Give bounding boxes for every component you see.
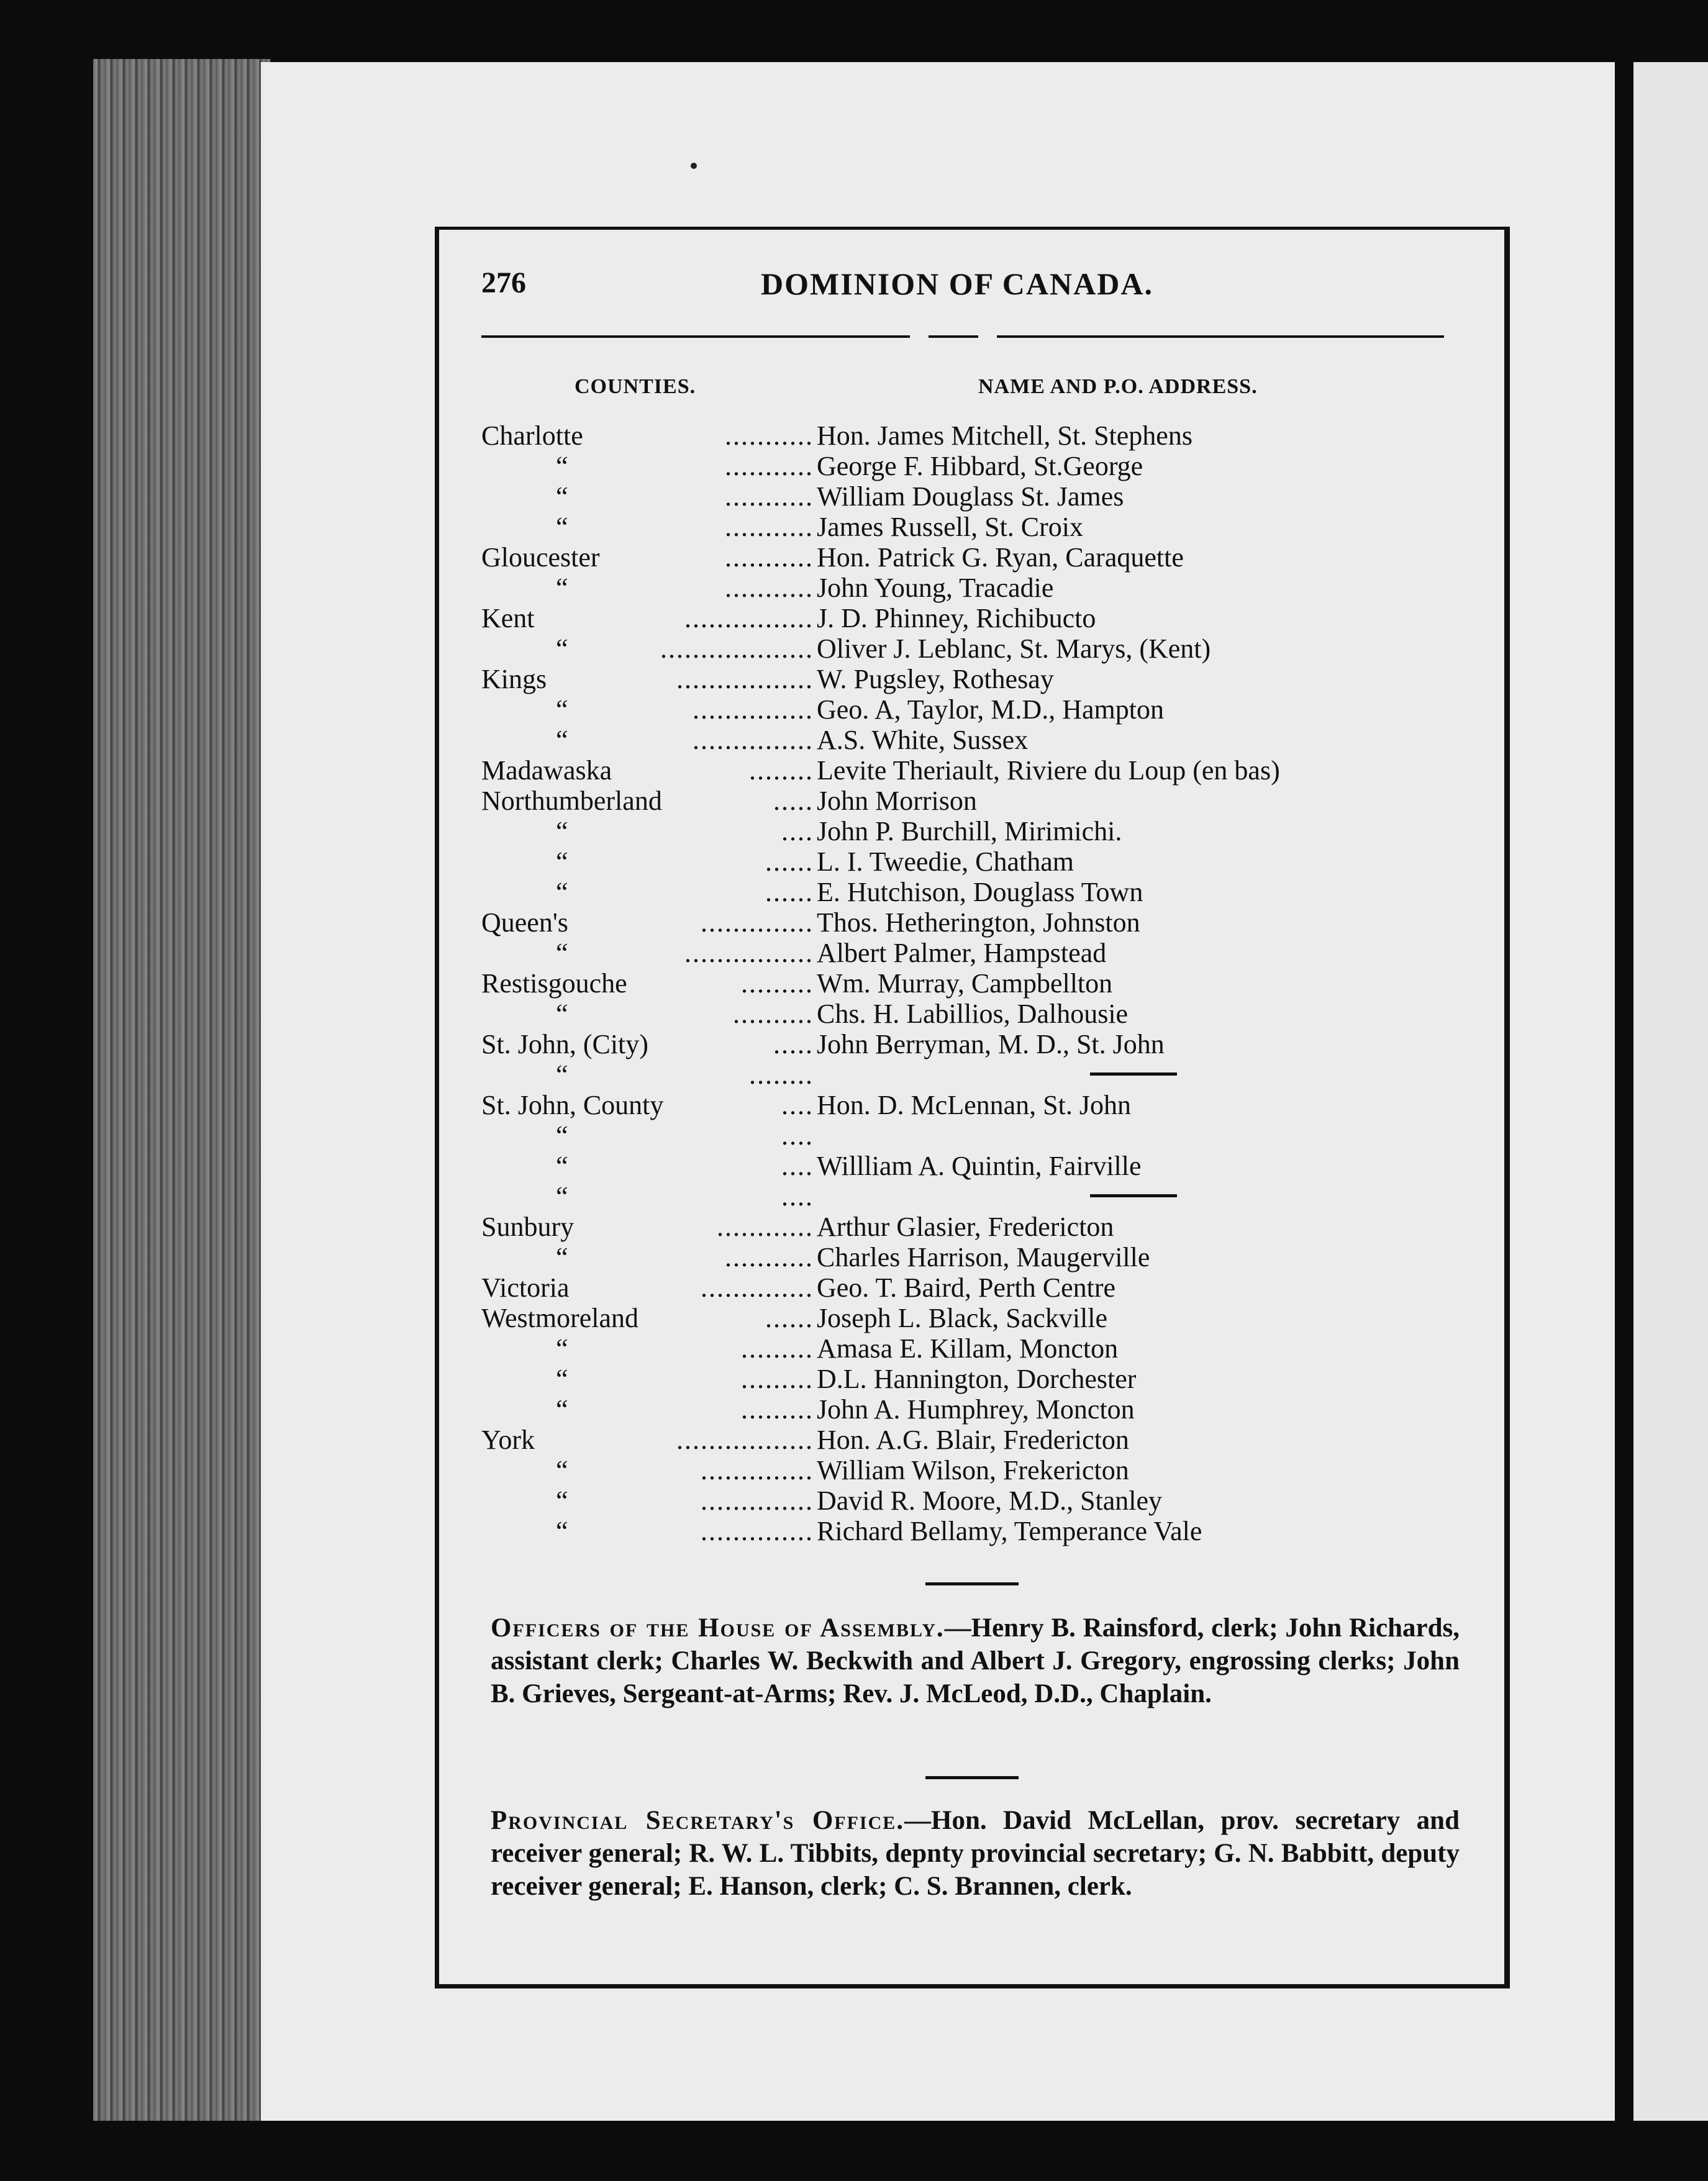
list-item xyxy=(481,937,1450,968)
member-name-address: Hon. A.G. Blair, Fredericton xyxy=(817,1425,1129,1455)
leader-dots: ........... xyxy=(725,542,814,573)
list-item xyxy=(481,1181,1450,1211)
leader-dots: ............... xyxy=(693,694,814,725)
list-item xyxy=(481,481,1450,511)
member-name-address: Amasa E. Killam, Moncton xyxy=(817,1333,1119,1364)
leader-dots: .............. xyxy=(701,907,814,938)
county-name: “ xyxy=(556,694,568,725)
list-item xyxy=(481,1120,1450,1150)
running-header xyxy=(481,266,1444,315)
leader-dots: .............. xyxy=(701,1485,814,1516)
ink-spot xyxy=(691,163,697,169)
county-name: “ xyxy=(556,725,568,755)
list-item xyxy=(481,785,1450,815)
leader-dots: ........... xyxy=(725,451,814,481)
leader-dots: .......... xyxy=(733,999,814,1029)
member-name-address: Oliver J. Leblanc, St. Marys, (Kent) xyxy=(817,633,1211,664)
county-name: “ xyxy=(556,1242,568,1272)
leader-dots: ................. xyxy=(676,1425,814,1455)
member-name-address: W. Pugsley, Rothesay xyxy=(817,664,1054,694)
officers-paragraph xyxy=(491,1612,1460,1710)
list-item xyxy=(481,1241,1450,1272)
member-name-address: J. D. Phinney, Richibucto xyxy=(817,603,1096,633)
vacant-seat-line xyxy=(1090,1072,1177,1076)
member-name-address: D.L. Hannington, Dorchester xyxy=(817,1364,1137,1394)
list-item xyxy=(481,1515,1450,1546)
county-name: “ xyxy=(556,816,568,846)
name-address-heading: NAME AND P.O. ADDRESS. xyxy=(978,375,1258,398)
member-name-address: Joseph L. Black, Sackville xyxy=(817,1303,1108,1333)
member-name-address: George F. Hibbard, St.George xyxy=(817,451,1143,481)
county-name: “ xyxy=(556,1516,568,1546)
member-name-address: L. I. Tweedie, Chatham xyxy=(817,846,1074,877)
leader-dots: .... xyxy=(781,1181,814,1212)
vacant-seat-line xyxy=(1090,1194,1177,1197)
leader-dots: .............. xyxy=(701,1455,814,1485)
county-name: York xyxy=(481,1425,535,1455)
leader-dots: ......... xyxy=(741,1364,814,1394)
leader-dots: ........ xyxy=(749,1059,814,1090)
leader-dots: .... xyxy=(781,816,814,846)
book-page-edges xyxy=(93,59,270,2121)
county-name: Queen's xyxy=(481,907,568,938)
member-name-address: Geo. A, Taylor, M.D., Hampton xyxy=(817,694,1164,725)
county-name: “ xyxy=(556,1059,568,1090)
leader-dots: ........... xyxy=(725,420,814,451)
list-item xyxy=(481,1089,1450,1120)
member-name-address: William Wilson, Frekericton xyxy=(817,1455,1129,1485)
county-name: “ xyxy=(556,999,568,1029)
list-item xyxy=(481,511,1450,542)
county-name: Restisgouche xyxy=(481,968,627,999)
list-item xyxy=(481,1454,1450,1485)
county-name: Madawaska xyxy=(481,755,612,786)
secretary-body: —Hon. David McLellan, prov. secretary and receiver general; R. W. L. Tibbits, depnty provincial secretary; G. N. Babbitt, deputy receiver general; E. Hanson, clerk; C. S. Brannen, clerk. xyxy=(491,1806,1460,1901)
list-item xyxy=(481,1363,1450,1394)
member-name-address: Willliam A. Quintin, Fairville xyxy=(817,1151,1142,1181)
county-name: “ xyxy=(556,1151,568,1181)
member-name-address: David R. Moore, M.D., Stanley xyxy=(817,1485,1163,1516)
list-item xyxy=(481,907,1450,937)
leader-dots: ...... xyxy=(765,846,814,877)
member-name-address: Charles Harrison, Maugerville xyxy=(817,1242,1150,1272)
county-name: “ xyxy=(556,1333,568,1364)
member-name-address: John Young, Tracadie xyxy=(817,573,1054,603)
county-name: “ xyxy=(556,633,568,664)
member-name-address: E. Hutchison, Douglass Town xyxy=(817,877,1143,907)
column-headings xyxy=(481,375,1444,406)
list-item xyxy=(481,1424,1450,1454)
list-item xyxy=(481,572,1450,602)
county-name: “ xyxy=(556,846,568,877)
leader-dots: ........... xyxy=(725,512,814,542)
leader-dots: ................... xyxy=(660,633,814,664)
leader-dots: ...... xyxy=(765,877,814,907)
list-item xyxy=(481,1272,1450,1302)
leader-dots: .............. xyxy=(701,1516,814,1546)
leader-dots: .............. xyxy=(701,1272,814,1303)
leader-dots: ......... xyxy=(741,1394,814,1425)
leader-dots: .... xyxy=(781,1151,814,1181)
county-name: “ xyxy=(556,1120,568,1151)
list-item xyxy=(481,1394,1450,1424)
leader-dots: ................ xyxy=(684,938,814,968)
member-name-address: Hon. D. McLennan, St. John xyxy=(817,1090,1131,1120)
list-item xyxy=(481,1333,1450,1363)
member-name-address: John Berryman, M. D., St. John xyxy=(817,1029,1165,1059)
leader-dots: ..... xyxy=(773,786,814,816)
member-name-address: Geo. T. Baird, Perth Centre xyxy=(817,1272,1116,1303)
leader-dots: ................. xyxy=(676,664,814,694)
section-divider-2 xyxy=(925,1776,1019,1779)
list-item xyxy=(481,1028,1450,1059)
list-item xyxy=(481,1302,1450,1333)
county-name: Westmoreland xyxy=(481,1303,639,1333)
list-item xyxy=(481,1150,1450,1181)
county-name: St. John, County xyxy=(481,1090,664,1120)
list-item xyxy=(481,542,1450,572)
leader-dots: ........ xyxy=(749,755,814,786)
county-name: “ xyxy=(556,1181,568,1212)
leader-dots: ......... xyxy=(741,968,814,999)
member-name-address: Thos. Hetherington, Johnston xyxy=(817,907,1140,938)
list-item xyxy=(481,815,1450,846)
county-name: Sunbury xyxy=(481,1212,575,1242)
county-name: “ xyxy=(556,481,568,512)
county-name: Kent xyxy=(481,603,535,633)
list-item xyxy=(481,450,1450,481)
member-name-address: John Morrison xyxy=(817,786,977,816)
member-name-address: Chs. H. Labillios, Dalhousie xyxy=(817,999,1129,1029)
list-item xyxy=(481,420,1450,450)
member-name-address: John A. Humphrey, Moncton xyxy=(817,1394,1135,1425)
officers-lead: Officers of the House of Assembly. xyxy=(491,1613,945,1643)
member-name-address: William Douglass St. James xyxy=(817,481,1124,512)
list-item xyxy=(481,602,1450,633)
leader-dots: ............ xyxy=(717,1212,814,1242)
header-rule-left xyxy=(481,335,910,338)
header-rule-middle xyxy=(929,335,978,338)
leader-dots: ........... xyxy=(725,1242,814,1272)
leader-dots: .... xyxy=(781,1090,814,1120)
member-name-address: Levite Theriault, Riviere du Loup (en bas) xyxy=(817,755,1280,786)
list-item xyxy=(481,633,1450,663)
county-name: “ xyxy=(556,451,568,481)
county-name: Gloucester xyxy=(481,542,600,573)
list-item xyxy=(481,1059,1450,1089)
header-rule-right xyxy=(997,335,1444,338)
leader-dots: ........... xyxy=(725,573,814,603)
list-item xyxy=(481,876,1450,907)
list-item xyxy=(481,1485,1450,1515)
member-name-address: Hon. James Mitchell, St. Stephens xyxy=(817,420,1192,451)
county-name: “ xyxy=(556,1394,568,1425)
list-item xyxy=(481,846,1450,876)
list-item xyxy=(481,998,1450,1028)
secretary-lead: Provincial Secretary's Office. xyxy=(491,1806,905,1835)
member-name-address: Hon. Patrick G. Ryan, Caraquette xyxy=(817,542,1184,573)
leader-dots: ...... xyxy=(765,1303,814,1333)
list-item xyxy=(481,968,1450,998)
list-item xyxy=(481,663,1450,694)
member-name-address: Richard Bellamy, Temperance Vale xyxy=(817,1516,1202,1546)
member-name-address: James Russell, St. Croix xyxy=(817,512,1084,542)
leader-dots: ................ xyxy=(684,603,814,633)
leader-dots: ......... xyxy=(741,1333,814,1364)
counties-heading: COUNTIES. xyxy=(575,375,696,398)
page-number: 276 xyxy=(481,266,526,299)
leader-dots: .... xyxy=(781,1120,814,1151)
officers-body: —Henry B. Rainsford, clerk; John Richards, assistant clerk; Charles W. Beckwith and Albert J. Gregory, engrossing clerks; John B. Grieves, Sergeant-at-Arms; Rev. J. McLeod, D.D., Chaplain. xyxy=(491,1613,1460,1708)
list-item xyxy=(481,1211,1450,1241)
county-name: “ xyxy=(556,1364,568,1394)
facing-page-edge xyxy=(1633,62,1708,2121)
list-item xyxy=(481,694,1450,724)
running-title: DOMINION OF CANADA. xyxy=(761,266,1153,301)
leader-dots: ........... xyxy=(725,481,814,512)
member-list xyxy=(481,420,1450,1546)
list-item xyxy=(481,724,1450,755)
county-name: “ xyxy=(556,938,568,968)
member-name-address: A.S. White, Sussex xyxy=(817,725,1029,755)
list-item xyxy=(481,755,1450,785)
member-name-address: John P. Burchill, Mirimichi. xyxy=(817,816,1122,846)
secretary-paragraph xyxy=(491,1804,1460,1903)
county-name: “ xyxy=(556,512,568,542)
county-name: Charlotte xyxy=(481,420,583,451)
county-name: Northumberland xyxy=(481,786,662,816)
member-name-address: Albert Palmer, Hampstead xyxy=(817,938,1107,968)
county-name: Kings xyxy=(481,664,547,694)
leader-dots: ..... xyxy=(773,1029,814,1059)
section-divider-1 xyxy=(925,1582,1019,1585)
county-name: “ xyxy=(556,1455,568,1485)
county-name: “ xyxy=(556,877,568,907)
member-name-address: Wm. Murray, Campbellton xyxy=(817,968,1113,999)
county-name: Victoria xyxy=(481,1272,570,1303)
county-name: “ xyxy=(556,573,568,603)
member-name-address: Arthur Glasier, Fredericton xyxy=(817,1212,1114,1242)
leader-dots: ............... xyxy=(693,725,814,755)
county-name: St. John, (City) xyxy=(481,1029,648,1059)
county-name: “ xyxy=(556,1485,568,1516)
